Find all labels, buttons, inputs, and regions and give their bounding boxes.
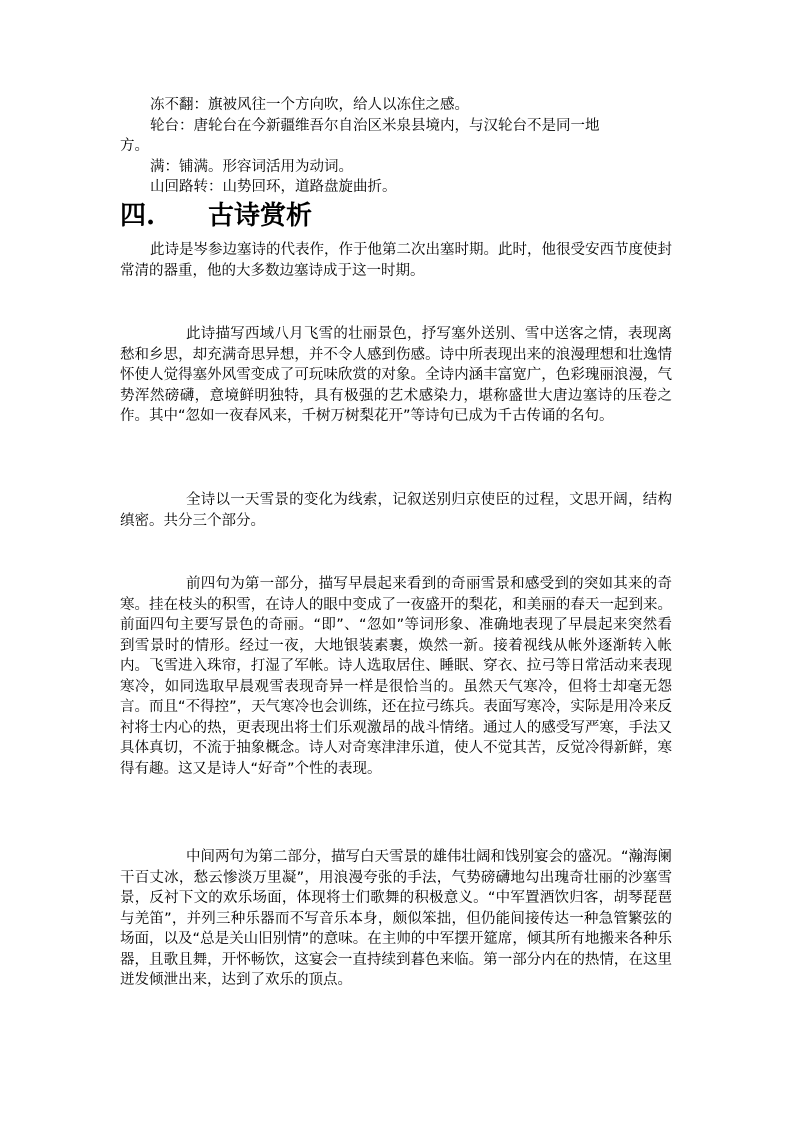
part-one-paragraph xyxy=(120,574,672,779)
glossary-notes xyxy=(120,95,672,198)
gloss-frozen-flag: 冻不翻：旗被风往一个方向吹，给人以冻住之感。 xyxy=(150,97,469,113)
gloss-luntai: 轮台：唐轮台在今新疆维吾尔自治区米泉县境内，与汉轮台不是同一地 xyxy=(150,117,600,134)
gloss-mountain-road: 山回路转：山势回环，道路盘旋曲折。 xyxy=(150,179,397,195)
section-title: 古诗赏析 xyxy=(208,201,313,231)
paragraph: 全诗以一天雪景的变化为线索，记叙送别归京使臣的过程，文思开阔，结构缜密。共分三个部分。 xyxy=(120,492,672,529)
section-number: 四. xyxy=(120,201,156,231)
gloss-man: 满：铺满。形容词活用为动词。 xyxy=(150,158,353,175)
paragraph: 此诗是岑参边塞诗的代表作，作于他第二次出塞时期。此时，他很受安西节度使封常清的器重，他的大多数边塞诗成于这一时期。 xyxy=(120,242,672,279)
structure-paragraph xyxy=(120,490,672,531)
section-heading xyxy=(120,199,312,233)
part-two-paragraph xyxy=(120,847,672,991)
intro-paragraph xyxy=(120,240,672,281)
paragraph: 此诗描写西域八月飞雪的壮丽景色，抒写塞外送别、雪中送客之情，表现离愁和乡思，却充满奇思异想，并不令人感到伤感。诗中所表现出来的浪漫理想和壮逸情怀使人觉得塞外风雪变成了可玩味欣赏的对象。全诗内涵丰富宽广，色彩瑰丽浪漫，气势浑然磅礴，意境鲜明独特，具有极强的艺术感染力，堪称盛世大唐边塞诗的压卷之作。其中“忽如一夜春风来，千树万树梨花开”等诗句已成为千古传诵的名句。 xyxy=(120,326,672,424)
scenery-paragraph xyxy=(120,324,672,427)
paragraph: 中间两句为第二部分，描写白天雪景的雄伟壮阔和饯别宴会的盛况。“瀚海阑干百丈冰，愁云惨淡万里凝”，用浪漫夸张的手法，气势磅礴地勾出瑰奇壮丽的沙塞雪景，反衬下文的欢乐场面，体现将士们歌舞的积极意义。“中军置酒饮归客，胡琴琵琶与羌笛”，并列三种乐器而不写音乐本身，颇似笨拙，但仍能间接传达一种急管繁弦的场面，以及“总是关山旧别情”的意味。在主帅的中军摆开筵席，倾其所有地搬来各种乐器，且歌且舞，开怀畅饮，这宴会一直持续到暮色来临。第一部分内在的热情，在这里迸发倾泄出来，达到了欢乐的顶点。 xyxy=(120,849,673,988)
paragraph: 前四句为第一部分，描写早晨起来看到的奇丽雪景和感受到的突如其来的奇寒。挂在枝头的积雪，在诗人的眼中变成了一夜盛开的梨花，和美丽的春天一起到来。前面四句主要写景色的奇丽。“即”、“忽如”等词形象、准确地表现了早晨起来突然看到雪景时的情形。经过一夜，大地银装素裹，焕然一新。接着视线从帐外逐渐转入帐内。飞雪进入珠帘，打湿了军帐。诗人选取居住、睡眠、穿衣、拉弓等日常活动来表现寒冷，如同选取早晨观雪表现奇异一样是很恰当的。虽然天气寒冷，但将士却毫无怨言。而且“不得控”，天气寒冷也会训练，还在拉弓练兵。表面写寒冷，实际是用冷来反衬将士内心的热，更表现出将士们乐观激昂的战斗情绪。通过人的感受写严寒，手法又具体真切，不流于抽象概念。诗人对奇寒津津乐道，使人不觉其苦，反觉冷得新鲜，寒得有趣。这又是诗人“好奇”个性的表现。 xyxy=(120,576,672,777)
gloss-luntai-continued: 方。 xyxy=(120,138,149,154)
